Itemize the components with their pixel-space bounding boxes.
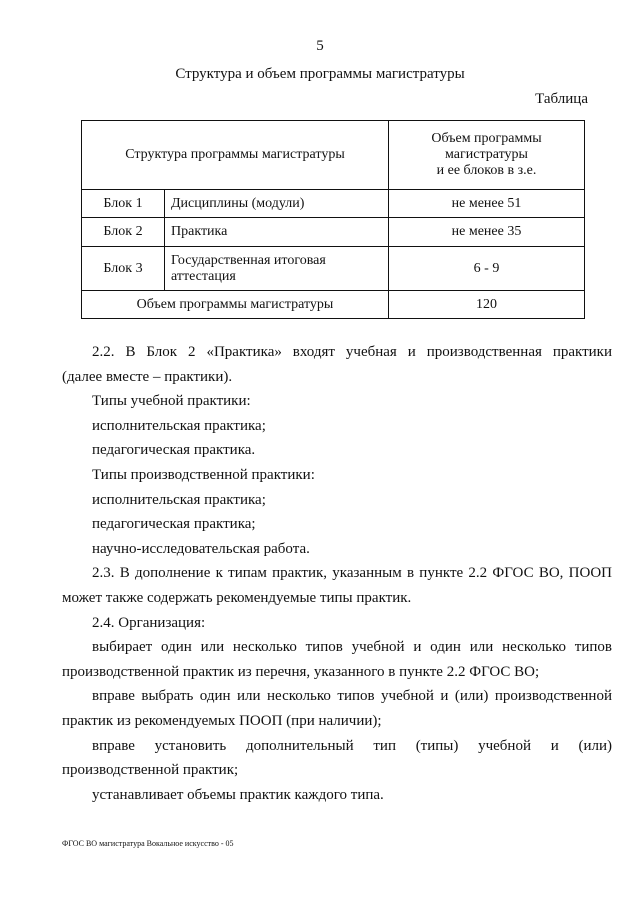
table-total-row — [82, 291, 585, 319]
table-title: Структура и объем программы магистратуры — [175, 66, 465, 82]
page-footer: ФГОС ВО магистратура Вокальное искусство - 05 — [62, 839, 234, 848]
header-volume-line: Объем программы — [431, 131, 542, 146]
block-cell: Блок 2 — [82, 218, 165, 247]
paragraph: (далее вместе – практики). — [62, 368, 233, 385]
paragraph: практик из рекомендуемых ПООП (при наличии); — [62, 712, 382, 729]
paragraph: производственной практик; — [62, 762, 239, 779]
table-header-row — [82, 121, 585, 190]
paragraph: выбирает один или несколько типов учебной и один или несколько типов — [92, 639, 612, 656]
total-label-cell: Объем программы магистратуры — [82, 291, 389, 319]
header-volume-line: и ее блоков в з.е. — [436, 163, 537, 178]
block-name-cell: Государственная итоговая аттестация — [165, 247, 389, 291]
block-cell: Блок 1 — [82, 190, 165, 218]
block-name-cell: Дисциплины (модули) — [165, 190, 389, 218]
paragraph: 2.2. В Блок 2 «Практика» входят учебная и производственная практики — [92, 344, 612, 360]
paragraph: производственной практик из перечня, указанного в пункте 2.2 ФГОС ВО; — [62, 663, 540, 680]
paragraph: 2.3. В дополнение к типам практик, указанным в пункте 2.2 ФГОС ВО, ПООП — [92, 565, 612, 582]
paragraph: Типы учебной практики: — [92, 393, 251, 410]
program-structure-table — [81, 120, 585, 319]
paragraph: вправе выбрать один или несколько типов учебной и (или) производственной — [92, 688, 612, 705]
body-text — [62, 340, 612, 807]
paragraph: может также содержать рекомендуемые типы практик. — [62, 589, 412, 606]
total-volume-cell: 120 — [389, 291, 585, 319]
paragraph: вправе установить дополнительный тип (типы) учебной и (или) — [92, 737, 612, 754]
volume-cell: 6 - 9 — [389, 247, 585, 291]
paragraph: научно-исследовательская работа. — [92, 540, 310, 557]
paragraph: Типы производственной практики: — [92, 466, 315, 483]
volume-cell: не менее 35 — [389, 218, 585, 247]
header-volume-cell — [389, 121, 585, 190]
paragraph: 2.4. Организация: — [92, 614, 206, 631]
page-number: 5 — [316, 38, 324, 54]
table-row — [82, 247, 585, 291]
block-name-cell: Практика — [165, 218, 389, 247]
header-volume-line: магистратуры — [445, 147, 528, 162]
volume-cell: не менее 51 — [389, 190, 585, 218]
table-row — [82, 190, 585, 218]
paragraph: педагогическая практика; — [92, 516, 256, 533]
table-label: Таблица — [535, 91, 588, 107]
paragraph: исполнительская практика; — [92, 491, 266, 508]
paragraph: устанавливает объемы практик каждого типа. — [92, 786, 384, 803]
paragraph: исполнительская практика; — [92, 417, 266, 434]
paragraph: педагогическая практика. — [92, 442, 256, 459]
block-cell: Блок 3 — [82, 247, 165, 291]
table-row — [82, 218, 585, 247]
header-structure-cell: Структура программы магистратуры — [82, 121, 389, 190]
